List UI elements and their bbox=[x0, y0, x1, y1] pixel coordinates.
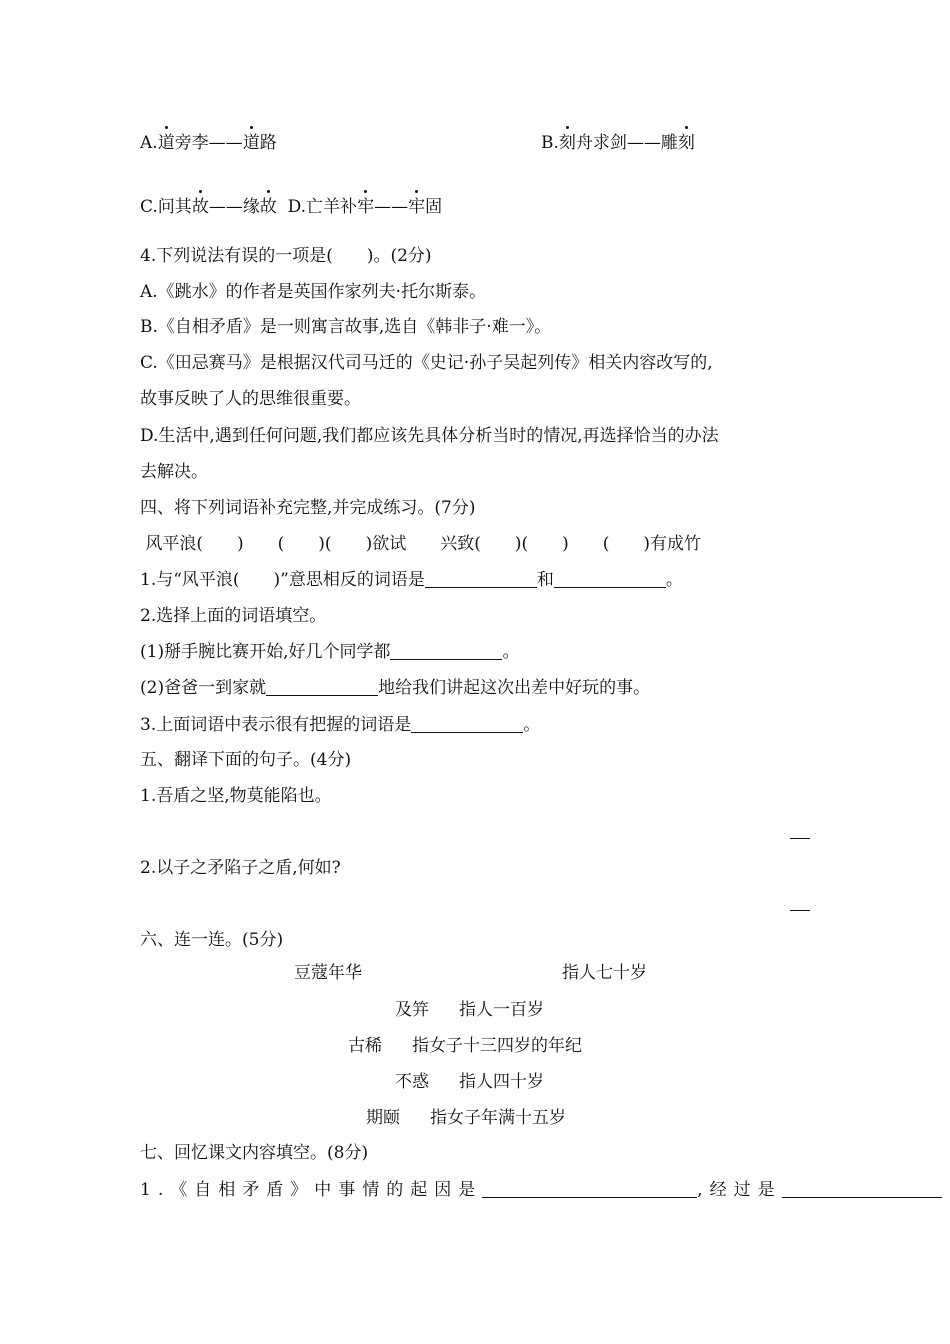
text-segment: 路 bbox=[259, 133, 277, 153]
text-segment: 旁李—— bbox=[174, 133, 243, 153]
match-meaning: 指人七十岁 bbox=[562, 963, 647, 983]
question-4-option-a: A.《跳水》的作者是英国作家列夫·托尔斯泰。 bbox=[140, 282, 487, 302]
match-row bbox=[395, 999, 544, 1021]
text-segment: B. bbox=[541, 133, 559, 153]
answer-line bbox=[790, 910, 810, 911]
text-segment: 和 bbox=[536, 570, 554, 590]
section-4-q2: 2.选择上面的词语填空。 bbox=[140, 606, 327, 626]
section-5-q2: 2.以子之矛陷子之盾,何如? bbox=[140, 858, 341, 878]
text-segment: (1)掰手腕比赛开始,好几个同学都 bbox=[140, 642, 391, 662]
emphasized-char: 刻 bbox=[677, 133, 695, 153]
text-segment: A. bbox=[140, 133, 158, 153]
emphasized-char: 道 bbox=[242, 133, 260, 153]
question-4-option-b: B.《自相矛盾》是一则寓言故事,选自《韩非子·难一》。 bbox=[140, 317, 552, 337]
text-segment: 3.上面词语中表示很有把握的词语是 bbox=[140, 715, 412, 735]
option-a bbox=[140, 132, 277, 154]
match-term: 古稀 bbox=[348, 1036, 382, 1056]
text-segment: 。 bbox=[502, 642, 520, 662]
match-row bbox=[348, 1035, 582, 1057]
section-4-q2-2 bbox=[140, 677, 650, 699]
answer-blank bbox=[482, 1179, 697, 1198]
answer-blank bbox=[266, 677, 378, 696]
text-segment: ,经过是 bbox=[697, 1180, 782, 1200]
match-row bbox=[395, 1071, 544, 1093]
section-5-q1: 1.吾盾之坚,物莫能陷也。 bbox=[140, 786, 332, 806]
question-4-option-d: D.生活中,遇到任何问题,我们都应该先具体分析当时的情况,再选择恰当的办法 bbox=[140, 426, 719, 446]
match-term: 不惑 bbox=[395, 1072, 429, 1092]
text-segment: ——缘 bbox=[208, 197, 260, 217]
answer-blank bbox=[554, 569, 666, 588]
section-4-q3 bbox=[140, 714, 540, 736]
match-term: 及笄 bbox=[395, 1000, 429, 1020]
text-segment: 地给我们讲起这次出差中好玩的事。 bbox=[378, 678, 651, 698]
text-segment: D.亡羊补 bbox=[276, 197, 358, 217]
text-segment: (2)爸爸一到家就 bbox=[140, 678, 267, 698]
answer-blank bbox=[411, 714, 523, 733]
option-c-d bbox=[140, 196, 442, 218]
match-meaning: 指女子年满十五岁 bbox=[430, 1108, 566, 1128]
answer-blank bbox=[390, 641, 502, 660]
text-segment: C.问其 bbox=[140, 197, 192, 217]
section-4-q2-1 bbox=[140, 641, 519, 663]
text-segment: 。 bbox=[665, 570, 683, 590]
section-4-title: 四、将下列词语补充完整,并完成练习。(7分) bbox=[140, 498, 476, 518]
question-4-option-d-cont: 去解决。 bbox=[140, 462, 208, 482]
answer-blank bbox=[782, 1179, 942, 1198]
match-meaning: 指女子十三四岁的年纪 bbox=[412, 1036, 582, 1056]
emphasized-char: 故 bbox=[259, 197, 277, 217]
match-row bbox=[366, 1107, 566, 1129]
section-4-words: 风平浪( ) ( )( )欲试 兴致( )( ) ( )有成竹 bbox=[140, 534, 701, 554]
text-segment: 。 bbox=[523, 715, 541, 735]
question-4-title: 4.下列说法有误的一项是( )。(2分) bbox=[140, 246, 432, 266]
text-segment: 1.《自相矛盾》中事情的起因是 bbox=[140, 1180, 483, 1200]
text-segment: 固 bbox=[425, 197, 443, 217]
section-5-title: 五、翻译下面的句子。(4分) bbox=[140, 750, 352, 770]
section-7-title: 七、回忆课文内容填空。(8分) bbox=[140, 1143, 369, 1163]
text-segment: 1.与“风平浪( )”意思相反的词语是 bbox=[140, 570, 425, 590]
answer-line bbox=[790, 838, 810, 839]
section-4-q1 bbox=[140, 569, 683, 591]
emphasized-char: 牢 bbox=[408, 197, 426, 217]
text-segment: —— bbox=[374, 197, 409, 217]
match-meaning: 指人四十岁 bbox=[459, 1072, 544, 1092]
text-segment: 舟求剑——雕 bbox=[575, 133, 678, 153]
match-term: 豆蔻年华 bbox=[294, 963, 362, 983]
emphasized-char: 故 bbox=[191, 197, 209, 217]
question-4-option-c: C.《田忌赛马》是根据汉代司马迁的《史记·孙子吴起列传》相关内容改写的, bbox=[140, 353, 713, 373]
answer-blank bbox=[425, 569, 537, 588]
emphasized-char: 牢 bbox=[357, 197, 375, 217]
emphasized-char: 道 bbox=[157, 133, 175, 153]
option-b bbox=[541, 132, 695, 154]
match-term: 期颐 bbox=[366, 1108, 400, 1128]
section-6-title: 六、连一连。(5分) bbox=[140, 930, 284, 950]
question-4-option-c-cont: 故事反映了人的思维很重要。 bbox=[140, 389, 361, 409]
emphasized-char: 刻 bbox=[558, 133, 576, 153]
match-meaning: 指人一百岁 bbox=[459, 1000, 544, 1020]
section-7-q1 bbox=[140, 1179, 942, 1201]
